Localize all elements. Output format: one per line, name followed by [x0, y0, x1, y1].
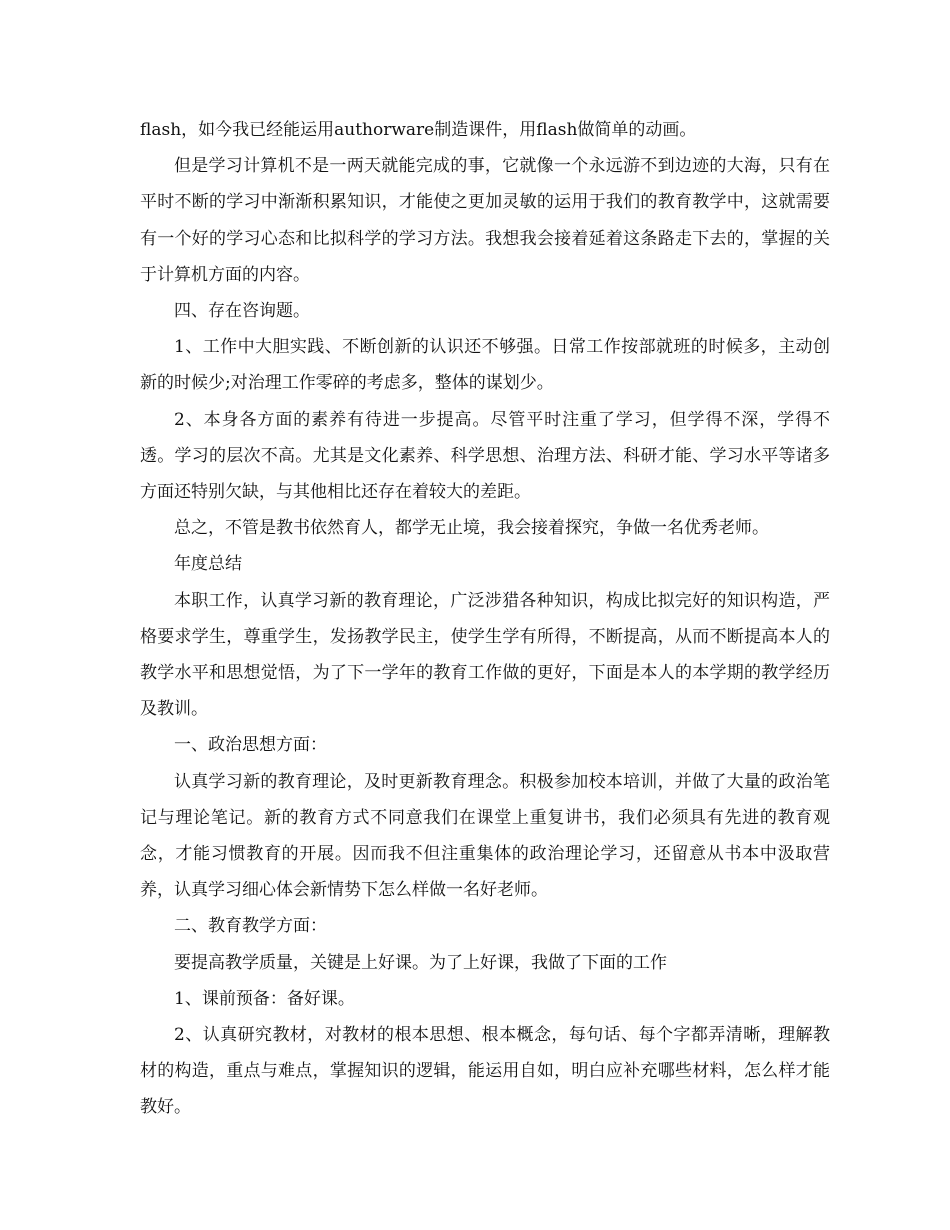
document-body: [140, 112, 830, 1126]
section-heading: 二、教育教学方面：: [174, 916, 327, 937]
paragraph: 要提高教学质量，关键是上好课。为了上好课，我做了下面的工作: [174, 952, 667, 973]
section-heading: 四、存在咨询题。: [174, 301, 310, 322]
paragraph: 本职工作，认真学习新的教育理论，广泛涉猎各种知识，构成比拟完好的知识构造，严格要求学生，尊重学生，发扬教学民主，使学生学有所得，不断提高，从而不断提高本人的教学水平和思想觉悟，为了下一学年的教育工作做的更好，下面是本人的本学期的教学经历及教训。: [140, 590, 830, 720]
section-heading: 一、政治思想方面：: [174, 735, 327, 756]
paragraph: 2、本身各方面的素养有待进一步提高。尽管平时注重了学习，但学得不深，学得不透。学习的层次不高。尤其是文化素养、科学思想、治理方法、科研才能、学习水平等诸多方面还特别欠缺，与其他相比还存在着较大的差距。: [140, 409, 830, 503]
paragraph: flash，如今我已经能运用authorware制造课件，用flash做简单的动画。: [140, 120, 697, 140]
paragraph: 总之，不管是教书依然育人，都学无止境，我会接着探究，争做一名优秀老师。: [174, 518, 769, 539]
paragraph: 2、认真研究教材，对教材的根本思想、根本概念，每句话、每个字都弄清晰，理解教材的构造，重点与难点，掌握知识的逻辑，能运用自如，明白应补充哪些材料，怎么样才能教好。: [140, 1025, 830, 1118]
paragraph: 1、工作中大胆实践、不断创新的认识还不够强。日常工作按部就班的时候多，主动创新的时候少;对治理工作零碎的考虑多，整体的谋划少。: [140, 337, 830, 394]
paragraph: 1、课前预备：备好课。: [174, 988, 355, 1009]
paragraph: 认真学习新的教育理论，及时更新教育理念。积极参加校本培训，并做了大量的政治笔记与理论笔记。新的教育方式不同意我们在课堂上重复讲书，我们必须具有先进的教育观念，才能习惯教育的开展。因而我不但注重集体的政治理论学习，还留意从书本中汲取营养，认真学习细心体会新情势下怎么样做一名好老师。: [140, 771, 830, 901]
section-heading: 年度总结: [174, 554, 242, 575]
paragraph: 但是学习计算机不是一两天就能完成的事，它就像一个永远游不到边迹的大海，只有在平时不断的学习中渐渐积累知识，才能使之更加灵敏的运用于我们的教育教学中，这就需要有一个好的学习心态和比拟科学的学习方法。我想我会接着延着这条路走下去的，掌握的关于计算机方面的内容。: [140, 156, 830, 285]
